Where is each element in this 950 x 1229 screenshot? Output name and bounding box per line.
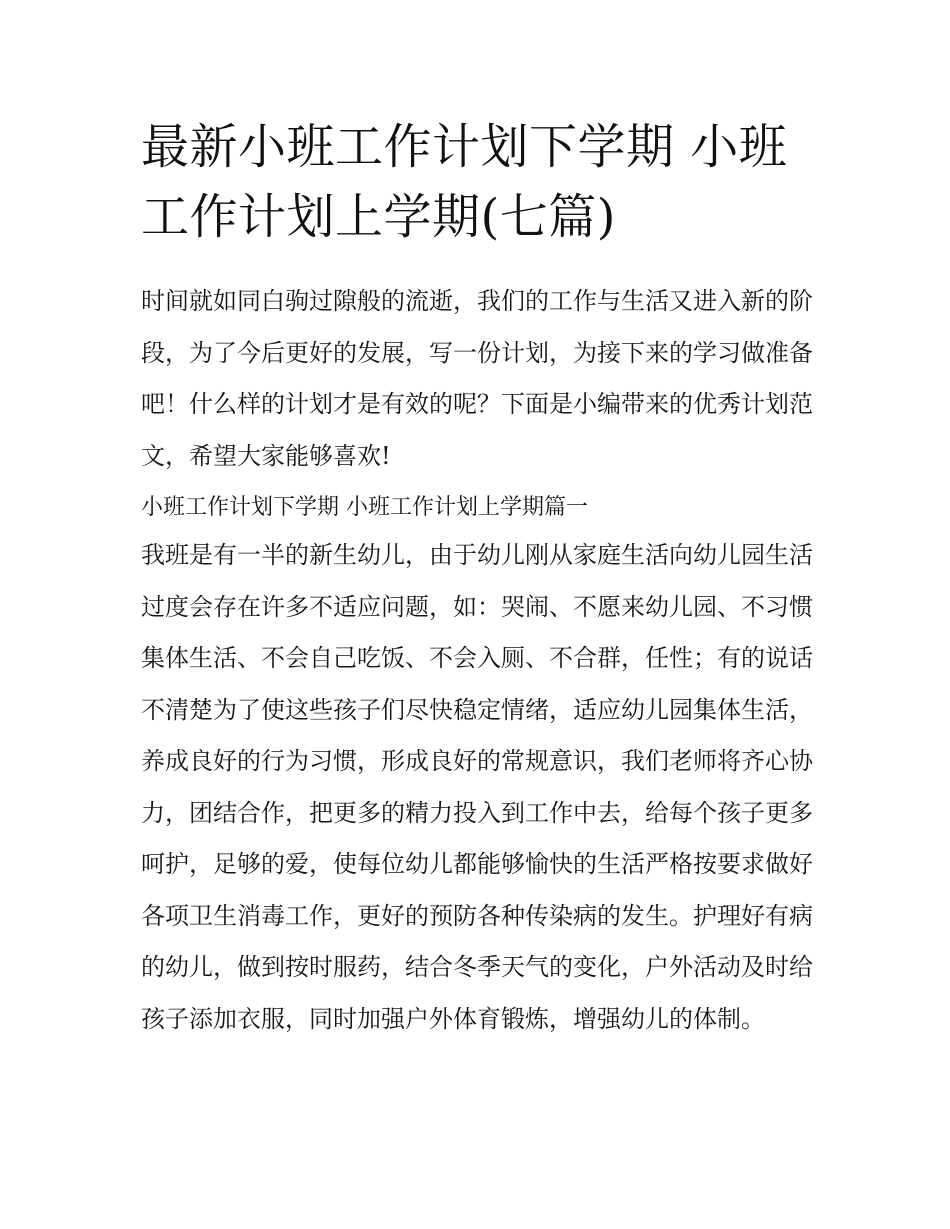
document-title: 最新小班工作计划下学期 小班工作计划上学期(七篇): [141, 119, 788, 245]
section-body-paragraph: 我班是有一半的新生幼儿，由于幼儿刚从家庭生活向幼儿园生活过度会存在许多不适应问题，如：哭闹、不愿来幼儿园、不习惯集体生活、不会自己吃饭、不会入厕、不合群，任性；有的说话不清楚为了使这些孩子们尽快稳定情绪，适应幼儿园集体生活，养成良好的行为习惯，形成良好的常规意识，我们老师将齐心协力，团结合作，把更多的精力投入到工作中去，给每个孩子更多呵护，足够的爱，使每位幼儿都能够愉快的生活严格按要求做好各项卫生消毒工作，更好的预防各种传染病的发生。护理好有病的幼儿，做到按时服药，结合冬季天气的变化，户外活动及时给孩子添加衣服，同时加强户外体育锻炼，增强幼儿的体制。: [141, 541, 813, 1033]
section-heading: 小班工作计划下学期 小班工作计划上学期篇一: [141, 495, 588, 520]
intro-paragraph: 时间就如同白驹过隙般的流逝，我们的工作与生活又进入新的阶段，为了今后更好的发展，写一份计划，为接下来的学习做准备吧！什么样的计划才是有效的呢？下面是小编带来的优秀计划范文，希望大家能够喜欢!: [141, 287, 813, 470]
